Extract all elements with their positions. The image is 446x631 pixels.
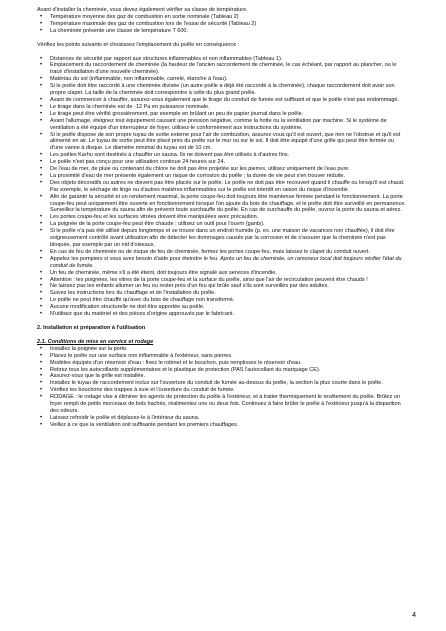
list-item: • Assurez-vous que la grille est installée. [37,373,408,380]
firefighters-text: Appelez les pompiers si vous avez besoin d'aide pour éteindre le feu. [50,255,219,262]
list-item: • Veillez à ce que la ventilation soit suffisante pendant les premiers chauffages. [37,422,408,429]
list-item: • La poignée de la porte coupe-feu peut être chaude ; utilisez un outil pour l'ouvrir (gants). [37,221,408,228]
preparation-list [37,346,408,429]
list-item: • Aucune modification structurelle ne doit être apportée au poêle. [37,304,408,311]
list-item: • Les portes coupe-feu et les surfaces vitrées doivent être manipulées avec précaution. [37,214,408,221]
list-item: • Si le poêle dispose de son propre tuyau de sortie externe pour l'air de combustion, assurez-vous qu'il est ouvert, que rien ne l'obstrue et qu'il est alimenté en air. Le tuyau de sortie peut être placé près du poêle sur le mur ou sur le sol. Il doit être équipé d'une grille qui peut être fermée ou d'une vanne à disque. Le diamètre minimal du tuyau est de 10 cm. [37,132,408,153]
intro-paragraph: Avant d'installer la cheminée, vous devez également vérifier sa classe de température. [37,7,248,13]
list-item: • N'utilisez que du matériel et des pièces d'origine approuvés par le fabricant. [37,311,408,318]
list-item: • Modèles équipés d'un réservoir d'eau : fixez le robinet et le bouchon, puis remplissez le réservoir d'eau. [37,360,408,367]
list-item: • Afin de garantir la sécurité et un rendement maximal, la porte coupe-feu doit toujours être maintenue fermée pendant le fonctionnement. La porte coupe-feu peut uniquement être ouverte en fonctionnement lorsque l'on ajoute du bois de chauffage, et le poêle doit être surveillé en permanence. Surveillez la température du sauna afin de prévenir toute surchauffe du poêle. En cas de surchauffe du poêle, ouvrez la porte du sauna et aérez. [37,194,408,215]
verify-intro: Vérifiez les points suivants et choisissez l'emplacement du poêle en conséquence : [37,41,240,48]
list-item: • Le poêle n'est pas conçu pour une utilisation continue 24 heures sur 24. [37,159,408,166]
list-item: • Avant l'allumage, éteignez tout équipement causant une pression négative, comme la hotte ou la ventilation par machine. Si le système de ventilation a été équipé d'un interrupteur de foyer, utilisez-le conformément aux instructions du système. [37,118,408,132]
list-item: • RODAGE : le rodage vise à éliminer les agents de protection du poêle à l'extérieur, et à traiter thermiquement le revêtement du poêle. Brûlez un foyer rempli de petits morceaux de bois hachés, réalimentez une ou deux fois. Continuez à faire brûler le poêle à l'extérieur jusqu'à la disparition des odeurs. [37,394,408,415]
list-item: • Distances de sécurité par rapport aux structures inflammables et non inflammables (Tableau 1). [37,56,408,63]
list-item: • Ne laissez pas les enfants allumer un feu ou rester près d'un feu qui brûle sauf s'ils sont surveillés par des adultes. [37,283,408,290]
list-item: • La cheminée présente une classe de température T 600. [37,28,408,35]
list-item: • Les poêles Karhu sont destinés à chauffer un sauna. Ils ne doivent pas être utilisés à d'autres fins. [37,152,408,159]
list-item: • Température maximale des gaz de combustion lors de l'essai de sécurité (Tableau 2) [37,21,408,28]
temperature-list [37,14,408,35]
list-item: • Le poêle ne peut être chauffé qu'avec du bois de chauffage non transformé. [37,297,408,304]
list-item: • Retirez tous les autocollants supplémentaires et le plastique de protection (PAS l'autocollant du marquage CE). [37,367,408,374]
list-item: • Placez le poêle sur une surface non inflammable à l'extérieur, sans pierres. [37,353,408,360]
section-2-title: 2. Installation et préparation à l'utilisation [37,324,146,331]
list-item: • Installez la poignée sur la porte. [37,346,408,353]
list-item: • Installez le tuyau de raccordement inclus sur l'ouverture du conduit de fumée au-dessus du poêle, la section la plus courte dans le poêle. [37,380,408,387]
list-item: • Un feu de cheminée, même s'il a été éteint, doit toujours être signalé aux services d'incendie. [37,270,408,277]
list-item: • Attention : les poignées, les vitres de la porte coupe-feu et la surface du poêle, ainsi que l'air de recirculation peuvent être chauds ! [37,277,408,284]
list-item: • Suivez les instructions lors du chauffage et de l'installation du poêle. [37,290,408,297]
list-item: • Avant de commencer à chauffer, assurez-vous également que le tirage du conduit de fumée est suffisant et que le poêle n'est pas endommagé. [37,97,408,104]
list-item: • De l'eau de mer, de pluie ou contenant du chlore ne doit pas être projetée sur les pierres, utilisez uniquement de l'eau pure. [37,166,408,173]
list-item: • Le tirage peut être vérifié grossièrement, par exemple en brûlant un peu de papier journal dans le poêle. [37,111,408,118]
list-item: • Si le poêle doit être raccordé à une cheminée divisée (un autre poêle a déjà été raccordé à la cheminée), chaque raccordement doit avoir son propre clapet. La taille de la cheminée doit correspondre à celle du plus grand poêle. [37,83,408,97]
list-item: • Emplacement du raccordement de cheminée (la hauteur de l'ancien raccordement de cheminée, le cas échéant, par rapport au plancher, ou le tracé d'installation d'une nouvelle cheminée). [37,62,408,76]
list-item: • Température moyenne des gaz de combustion en sortie nominale (Tableau 2) [37,14,408,21]
list-item: • Laissez refroidir le poêle et déplacez-le à l'intérieur du sauna. [37,415,408,422]
list-item: • Le tirage dans la cheminée est de -12 Pa en puissance nominale. [37,104,408,111]
list-item: • La proximité d'eau de mer présente également un risque de corrosion du poêle ; la durée de vie peut s'en trouver réduite. [37,173,408,180]
list-item: • Matériau du sol (inflammable, non inflammable, carrelé, étanche à l'eau). [37,76,408,83]
section-2-1-title: 2.1. Conditions de mise en service et rodage [37,338,154,345]
firefighters-italic-note: Après un feu de cheminée, un ramoneur local doit toujours vérifier l'état du conduit de fumée. [50,255,402,269]
list-item [37,256,408,270]
verify-list [37,56,408,318]
list-item: • En cas de feu de cheminée ou de risque de feu de cheminée, fermez les portes coupe-feu, mais laissez le clapet du conduit ouvert. [37,249,408,256]
page-number: 4 [412,612,416,619]
list-item: • Des objets décoratifs ou autres ne doivent pas être placés sur le poêle. Le poêle ne doit pas être recouvert quand il chauffe ou lorsqu'il est chaud. Par exemple, le séchage de linge ou d'autres matières inflammables sur le poêle est interdit en raison du risque d'incendie. [37,180,408,194]
list-item: • Si le poêle n'a pas été utilisé depuis longtemps et se trouve dans un endroit humide (p. ex. une maison de vacances non chauffée), il doit être soigneusement contrôlé avant utilisation afin de détecter les dommages causés par la corrosion et de s'assurer que la cheminée n'est pas bloquée, par exemple par un nid d'oiseaux. [37,228,408,249]
list-item: • Vérifiez les bouchons des trappes à suie et l'ouverture du conduit de fumée. [37,387,408,394]
